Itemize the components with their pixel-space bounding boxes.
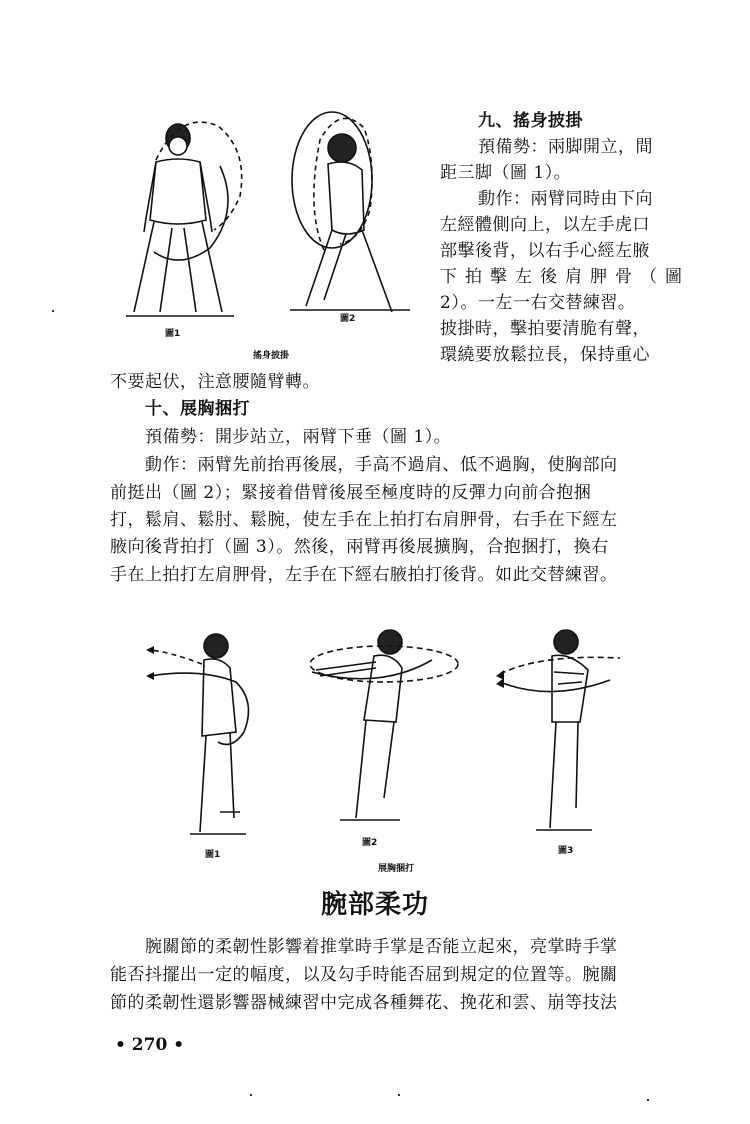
text-line: 腋向後背拍打（圖 3）。然後，兩臂再後展擴胸，合抱捆打，換右 — [110, 537, 609, 557]
figure-title: 搖身披掛 — [253, 351, 290, 361]
text-line: 前挺出（圖 2）；緊接着借臂後展至極度時的反彈力向前合抱捆 — [110, 483, 592, 503]
figure-caption-1: 圖1 — [165, 329, 181, 339]
text-line: 環繞要放鬆拉長，保持重心 — [440, 345, 650, 365]
illustration-zhanxiong-kundа — [140, 612, 620, 842]
text-line: 預備勢：兩脚開立，間 — [478, 137, 653, 157]
text-line: 下拍擊左後肩胛骨（圖 — [440, 267, 690, 287]
figure-caption-2: 圖2 — [340, 314, 356, 324]
text-line: 腕關節的柔韌性影響着推掌時手掌是否能立起來，亮掌時手掌 — [145, 937, 618, 957]
chapter-title: 腕部柔功 — [320, 890, 429, 920]
figure-caption-2: 圖2 — [362, 838, 378, 848]
text-line: 動作：兩臂同時由下向 — [478, 189, 653, 209]
figure-1-person — [126, 124, 234, 316]
illustration-yaoshen-pigua — [110, 100, 430, 330]
text-line: 2）。一左一右交替練習。 — [440, 293, 636, 313]
text-line: 能否抖擺出一定的幅度，以及勾手時能否屈到規定的位置等。腕關 — [110, 965, 618, 985]
text-line: 打，鬆肩、鬆肘、鬆腕，使左手在上拍打右肩胛骨，右手在下經左 — [110, 510, 618, 530]
text-line: 動作：兩臂先前抬再後展，手高不過肩、低不過胸，使胸部向 — [145, 455, 618, 475]
figure-caption-3: 圖3 — [558, 846, 574, 856]
figure-2-person — [290, 134, 410, 312]
text-line: 不要起伏，注意腰隨臂轉。 — [110, 372, 320, 392]
section-heading: 九、搖身披掛 — [478, 111, 583, 131]
figure-caption-1: 圖1 — [205, 850, 221, 860]
text-line: 預備勢：開步站立，兩臂下垂（圖 1）。 — [145, 427, 452, 447]
text-line: 手在上拍打左肩胛骨，左手在下經右腋拍打後背。如此交替練習。 — [110, 565, 618, 585]
scan-speck — [250, 1094, 252, 1096]
arrow-solid-3 — [500, 680, 610, 692]
section-heading: 十、展胸捆打 — [145, 399, 250, 419]
scan-speck — [52, 310, 54, 312]
text-line: 部擊後背，以右手心經左腋 — [440, 241, 650, 261]
motion-arc-1 — [154, 166, 228, 260]
arrow-dashed-1 — [150, 650, 202, 664]
text-line: 節的柔韌性還影響器械練習中完成各種舞花、挽花和雲、崩等技法 — [110, 993, 618, 1013]
figure-1-person — [190, 634, 246, 834]
figure-2-person — [316, 630, 402, 820]
arrow-dashed-3 — [500, 657, 620, 674]
page-number: • 270 • — [115, 1035, 185, 1055]
text-line: 距三脚（圖 1）。 — [440, 163, 572, 183]
figure-title: 展胸捆打 — [378, 864, 415, 874]
scan-speck — [647, 1099, 649, 1101]
text-line: 左經體側向上，以左手虎口 — [440, 215, 650, 235]
scan-speck — [398, 1094, 400, 1096]
text-line: 披掛時，擊拍要清脆有聲， — [440, 319, 650, 339]
figure-3-person — [536, 630, 592, 830]
